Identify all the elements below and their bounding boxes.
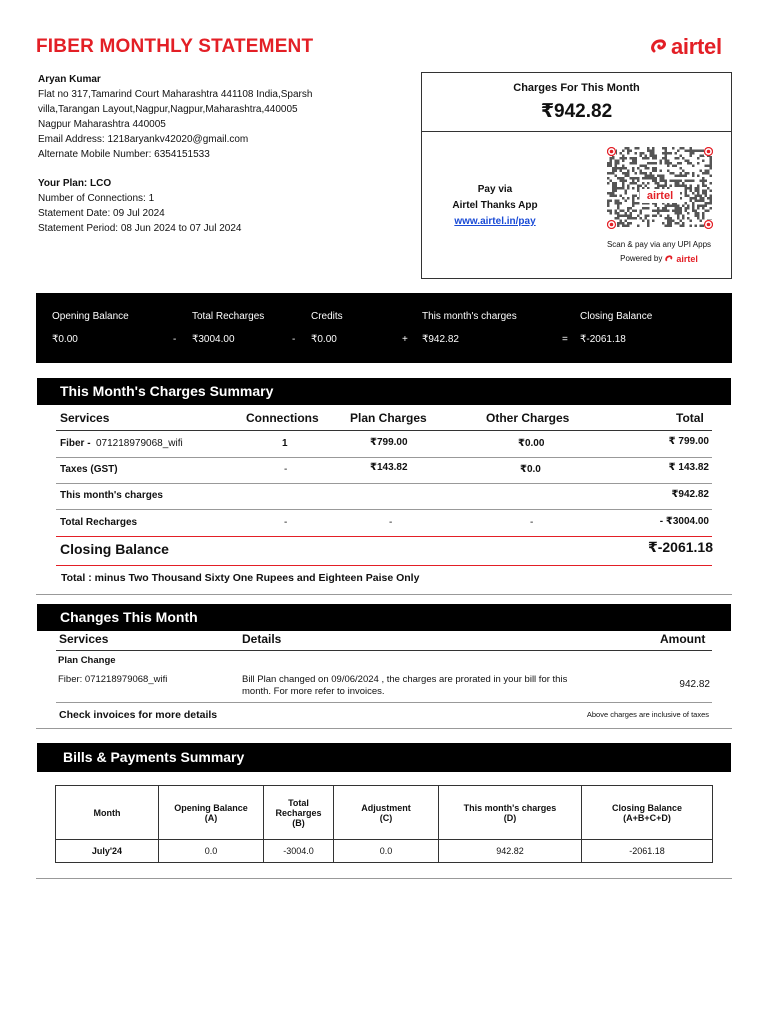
- col-total: Total: [676, 411, 704, 425]
- airtel-logo: [650, 34, 722, 60]
- month-charges-row-total: ₹942.82: [671, 489, 709, 500]
- taxes-note: Above charges are inclusive of taxes: [586, 710, 709, 719]
- number-of-connections: Number of Connections: 1: [38, 193, 155, 204]
- credits-value: ₹0.00: [311, 334, 337, 345]
- fiber-label: Fiber -: [60, 438, 91, 449]
- powered-by: Powered by: [620, 254, 663, 263]
- customer-details: [38, 72, 312, 162]
- closing-top-divider: [56, 536, 712, 537]
- changes-row-divider: [56, 702, 712, 703]
- row-divider: [56, 483, 712, 484]
- fiber-total: ₹ 799.00: [668, 436, 709, 447]
- airtel-brand-text: airtel: [671, 34, 722, 59]
- changes-header-divider: [56, 650, 712, 651]
- bills-cell-closing: -2061.18: [582, 840, 713, 863]
- bills-cell-opening: 0.0: [159, 840, 264, 863]
- bills-head-opening: Opening Balance (A): [159, 786, 264, 840]
- closing-balance-value: ₹-2061.18: [580, 334, 626, 345]
- taxes-other-charges: ₹0.0: [520, 464, 541, 475]
- airtel-swirl-icon: [650, 38, 668, 56]
- fiber-other-charges: ₹0.00: [518, 438, 545, 449]
- taxes-total: ₹ 143.82: [668, 462, 709, 473]
- bills-cell-month: July'24: [56, 840, 159, 863]
- recharges-row-label: Total Recharges: [60, 517, 138, 528]
- col-other-charges: Other Charges: [486, 411, 570, 425]
- op-minus-2: -: [292, 334, 296, 345]
- taxes-label: Taxes (GST): [60, 464, 118, 475]
- plan-change-heading: Plan Change: [58, 655, 116, 666]
- your-plan: Your Plan: LCO: [38, 178, 112, 189]
- changes-col-amount: Amount: [660, 632, 706, 646]
- recharges-row-total: - ₹3004.00: [659, 516, 709, 527]
- row-divider: [56, 509, 712, 510]
- col-connections: Connections: [246, 411, 319, 425]
- opening-balance-label: Opening Balance: [52, 311, 129, 322]
- charges-amount: ₹942.82: [540, 101, 613, 122]
- section-divider: [36, 594, 732, 595]
- col-plan-charges: Plan Charges: [350, 411, 427, 425]
- bills-cell-recharges: -3004.0: [264, 840, 334, 863]
- balance-bar: [36, 293, 732, 363]
- pay-via: Pay via: [477, 184, 513, 195]
- bills-title: Bills & Payments Summary: [37, 743, 731, 772]
- airtel-small-icon: [665, 255, 673, 263]
- changes-col-services: Services: [59, 632, 109, 646]
- total-recharges-label: Total Recharges: [192, 311, 265, 322]
- section-divider: [36, 728, 732, 729]
- pay-info: [440, 182, 550, 230]
- bills-head-recharges: Total Recharges (B): [264, 786, 334, 840]
- recharges-row-other: -: [530, 517, 534, 528]
- charges-summary-title: This Month's Charges Summary: [37, 378, 731, 405]
- bills-head-adjustment: Adjustment (C): [334, 786, 439, 840]
- address-line-2: villa,Tarangan Layout,Nagpur,Nagpur,Maharashtra,440005: [38, 104, 298, 115]
- upi-qr-code[interactable]: [607, 147, 713, 229]
- scan-info: [594, 238, 724, 266]
- check-invoices: Check invoices for more details: [59, 709, 218, 721]
- alternate-mobile: Alternate Mobile Number: 6354151533: [38, 149, 210, 160]
- qr-pattern: [607, 147, 713, 229]
- table-row: [56, 840, 713, 863]
- credits-label: Credits: [311, 311, 343, 322]
- changes-col-details: Details: [242, 632, 282, 646]
- plan-details: [38, 176, 241, 236]
- pay-link[interactable]: www.airtel.in/pay: [454, 216, 536, 227]
- changes-title: Changes This Month: [37, 604, 731, 631]
- col-services: Services: [60, 411, 110, 425]
- section-divider: [36, 878, 732, 879]
- recharges-row-connections: -: [284, 517, 288, 528]
- changes-service: Fiber: 071218979068_wifi: [58, 674, 168, 685]
- changes-detail-line-1: Bill Plan changed on 09/06/2024 , the charges are prorated in your bill for this: [242, 674, 568, 685]
- changes-detail-line-2: month. For more refer to invoices.: [242, 686, 385, 697]
- bills-head-month-charges: This month's charges (D): [439, 786, 582, 840]
- bills-header-row: [56, 786, 713, 840]
- qr-brand: airtel: [640, 189, 680, 203]
- opening-balance-value: ₹0.00: [52, 334, 78, 345]
- month-charges-value: ₹942.82: [422, 334, 459, 345]
- customer-name: Aryan Kumar: [38, 74, 101, 85]
- closing-bottom-divider: [56, 565, 712, 566]
- total-in-words: Total : minus Two Thousand Sixty One Rupees and Eighteen Paise Only: [61, 572, 420, 584]
- total-recharges-value: ₹3004.00: [192, 334, 235, 345]
- scan-text: Scan & pay via any UPI Apps: [606, 240, 712, 249]
- closing-balance-row-label: Closing Balance: [60, 541, 169, 557]
- address-line-3: Nagpur Maharashtra 440005: [38, 119, 166, 130]
- op-minus: -: [173, 334, 177, 345]
- charges-label: Charges For This Month: [513, 82, 640, 94]
- closing-balance-row-total: ₹-2061.18: [647, 539, 713, 555]
- row-divider: [56, 457, 712, 458]
- recharges-row-plan: -: [389, 517, 393, 528]
- powered-brand: airtel: [676, 254, 698, 264]
- taxes-plan-charges: ₹143.82: [370, 462, 408, 473]
- fiber-id: 071218979068_wifi: [96, 438, 183, 449]
- bills-cell-adjustment: 0.0: [334, 840, 439, 863]
- month-charges-label: This month's charges: [422, 311, 517, 322]
- month-charges-row-label: This month's charges: [60, 490, 163, 501]
- changes-amount: 942.82: [679, 679, 710, 690]
- taxes-connections: -: [284, 464, 288, 475]
- summary-header-divider: [56, 430, 712, 431]
- bills-head-closing: Closing Balance (A+B+C+D): [582, 786, 713, 840]
- bills-cell-month-charges: 942.82: [439, 840, 582, 863]
- op-plus: +: [402, 334, 408, 345]
- pay-app: Airtel Thanks App: [452, 200, 538, 211]
- bills-table: [55, 785, 713, 863]
- closing-balance-label: Closing Balance: [580, 311, 653, 322]
- changes-details: [242, 674, 567, 698]
- statement-date: Statement Date: 09 Jul 2024: [38, 208, 165, 219]
- statement-period: Statement Period: 08 Jun 2024 to 07 Jul 2024: [38, 223, 242, 234]
- address-line-1: Flat no 317,Tamarind Court Maharashtra 441108 India,Sparsh: [38, 89, 313, 100]
- statement-title: FIBER MONTHLY STATEMENT: [36, 36, 314, 57]
- fiber-plan-charges: ₹799.00: [370, 437, 408, 448]
- bills-head-month: Month: [56, 786, 159, 840]
- email-address: Email Address: 1218aryankv42020@gmail.com: [38, 134, 249, 145]
- op-equals: =: [562, 334, 568, 345]
- fiber-connections: 1: [282, 438, 288, 449]
